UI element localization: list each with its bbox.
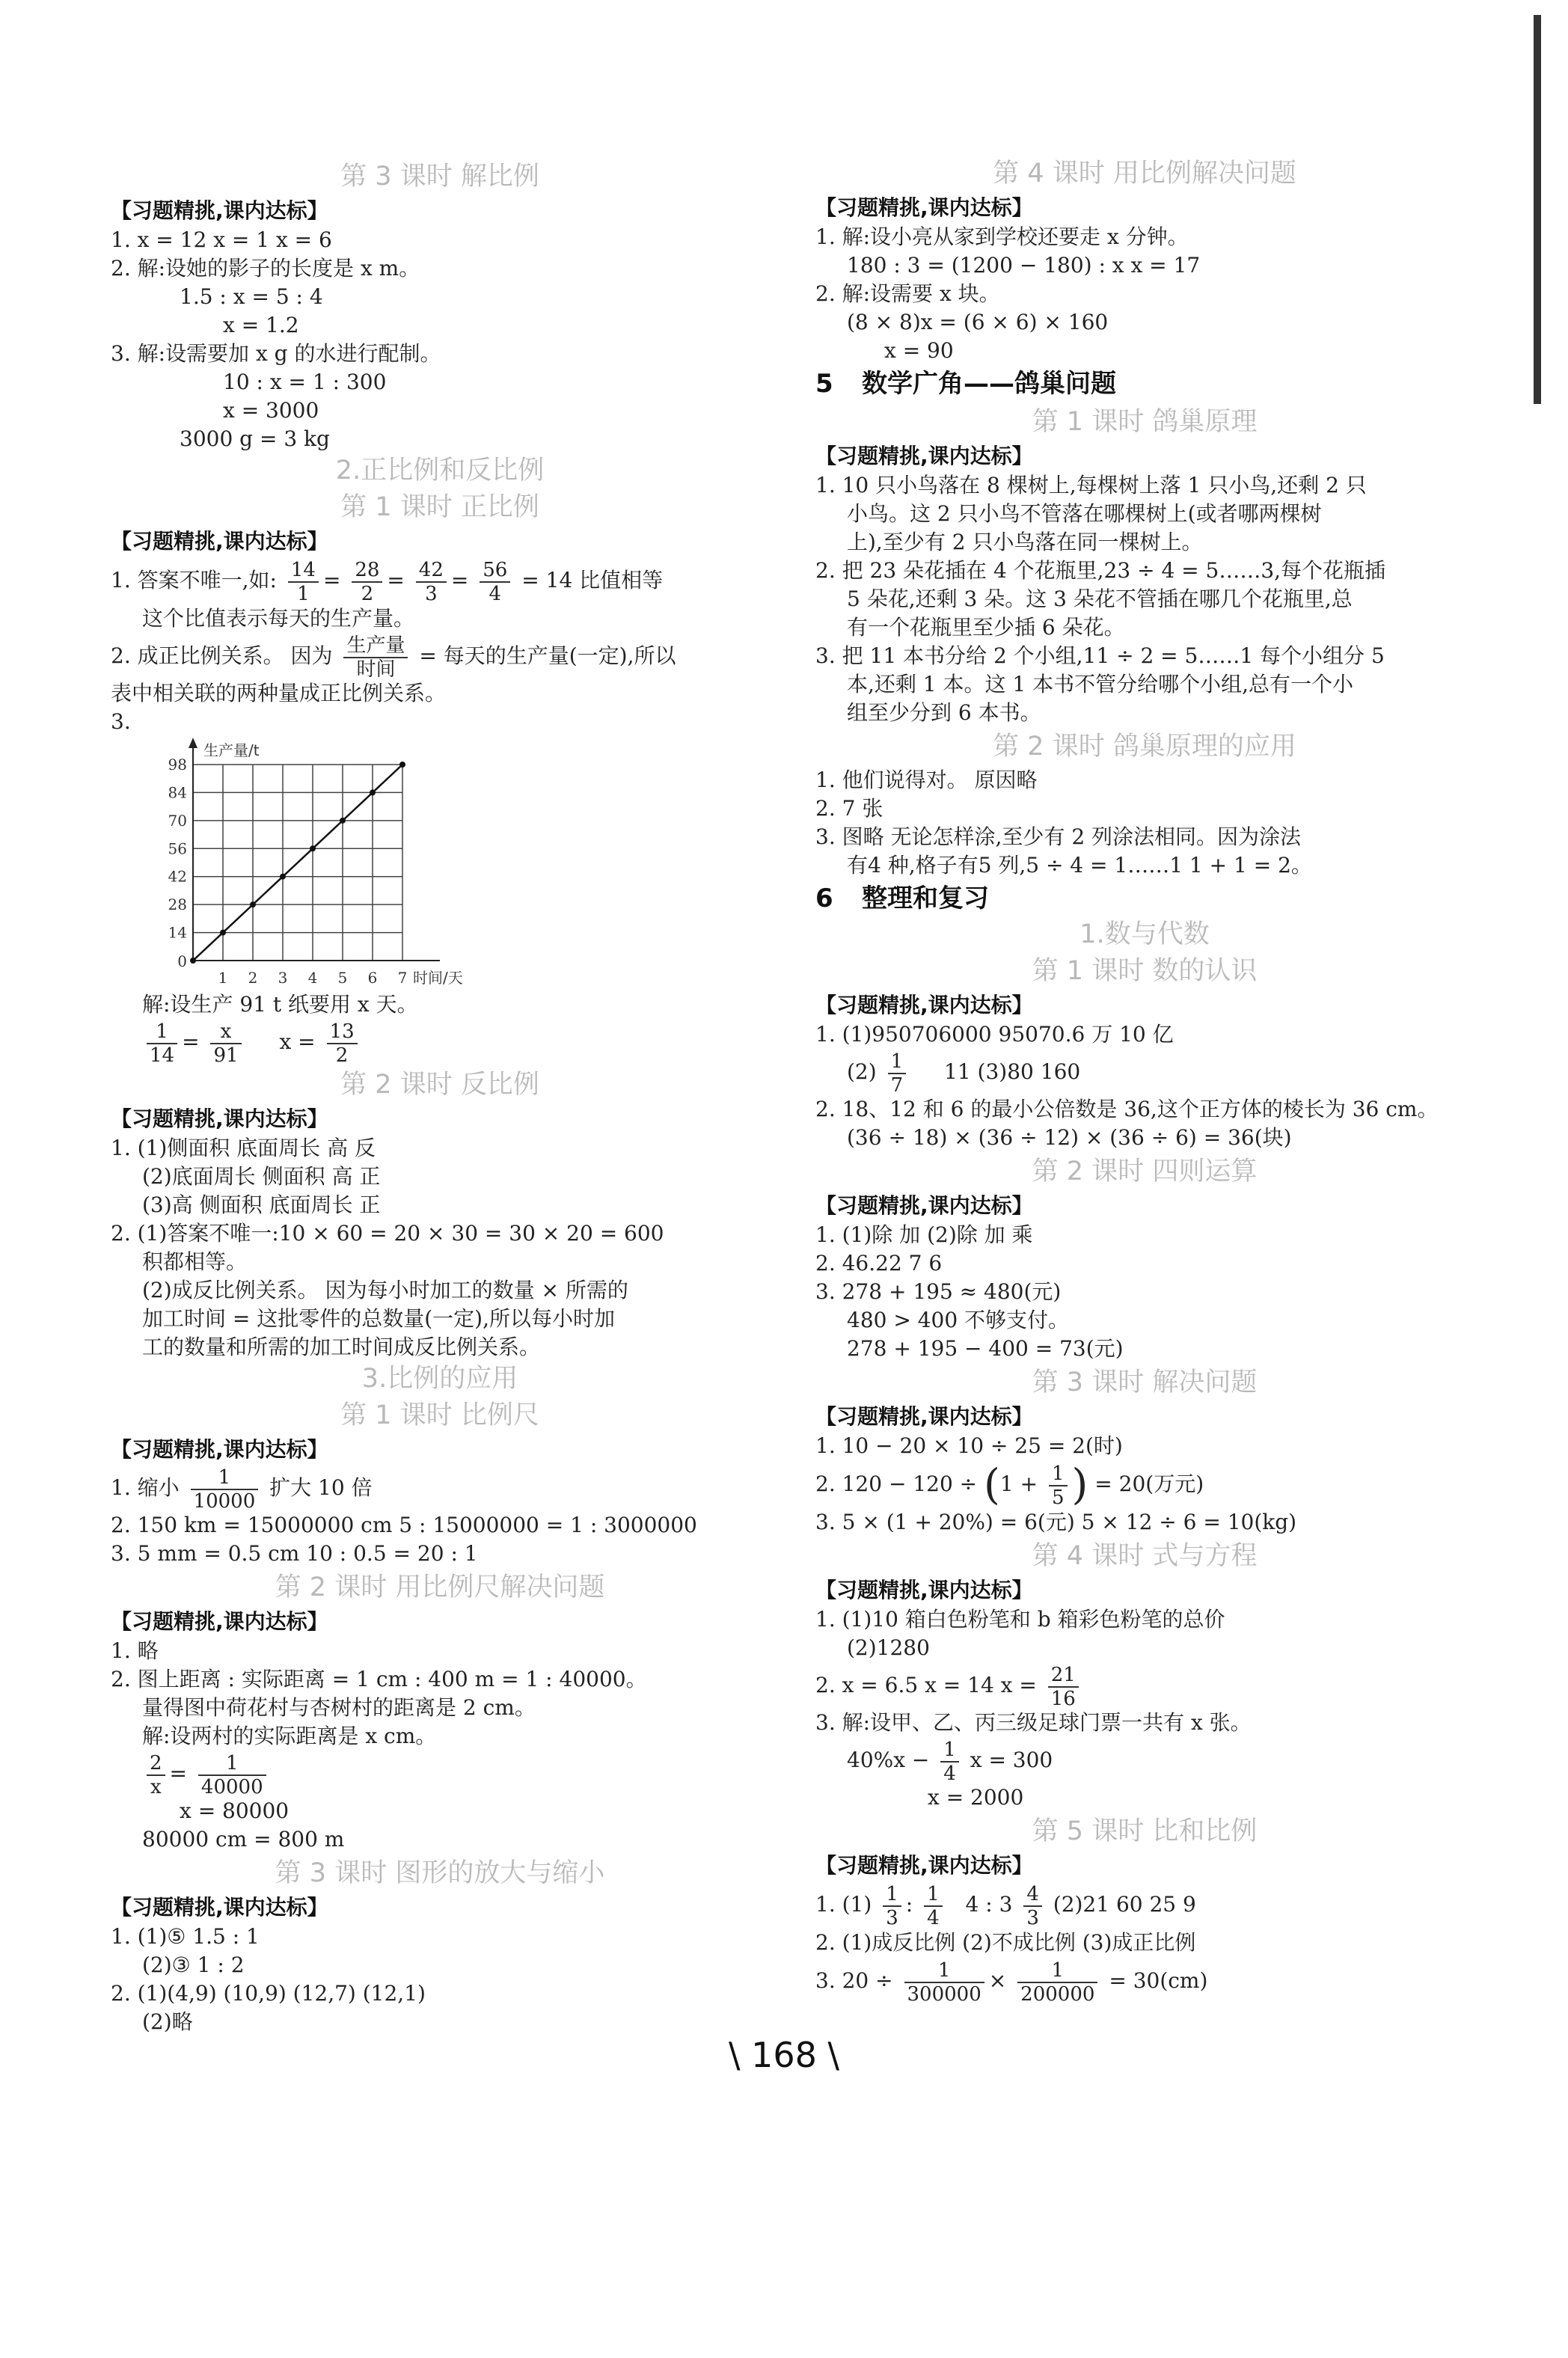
fraction: $\frac{1}{10000}$ [191, 1466, 259, 1513]
exercise-tag: 【习题精挑,课内达标】 [815, 1853, 1033, 1878]
data-point [399, 762, 405, 768]
answer-line: 本,还剩 1 本。这 1 本书不管分给哪个小组,总有一个小 [847, 672, 1354, 696]
answer-line: 2. 图上距离 : 实际距离 = 1 cm : 400 m = 1 : 40000。 [111, 1667, 647, 1691]
answer-line: 2. 解:设她的影子的长度是 x m。 [111, 256, 420, 281]
fraction: $\frac{\text{生产量}}{\text{时间}}$ [343, 634, 408, 681]
answer-line: 2. 解:设需要 x 块。 [815, 281, 1000, 306]
answer-line: 2. 150 km = 15000000 cm 5 : 15000000 = 1 : 3000000 [111, 1513, 697, 1537]
fraction: $\frac{28}{2}$ [352, 559, 382, 605]
answer-line: $\frac{1}{14}$ = $\frac{x}{91}$ x = $\frac{13}{2}$ [111, 1019, 769, 1065]
answer-line: 2. (1)(4,9) (10,9) (12,7) (12,1) [111, 1981, 426, 2006]
answer-line: 1. (1)侧面积 底面周长 高 反 [111, 1136, 376, 1160]
data-point [310, 845, 316, 851]
answer-text: (2)21 60 25 9 [1053, 1892, 1196, 1917]
chapter-heading: 6 整理和复习 [815, 884, 989, 913]
x-tick-label: 6 [367, 969, 378, 987]
fraction: $\frac{1}{4}$ [924, 1883, 943, 1929]
y-tick-label: 42 [168, 867, 187, 886]
answer-line: 3. 解:设甲、乙、丙三级足球门票一共有 x 张。 [815, 1710, 1252, 1735]
answer-text: 3. 20 ÷ [815, 1968, 893, 1993]
answer-line: 1. (1)950706000 95070.6 万 10 亿 [815, 1022, 1174, 1047]
answer-line: 278 + 195 − 400 = 73(元) [847, 1336, 1124, 1361]
lesson-title: 第 2 课时 鸽巢原理的应用 [993, 732, 1296, 762]
data-point [250, 901, 256, 907]
y-tick-label: 84 [168, 783, 187, 802]
answer-line: (2)③ 1 : 2 [142, 1953, 245, 1977]
lesson-title: 第 1 课时 鸽巢原理 [1032, 407, 1258, 437]
answer-line: 量得图中荷花村与杏树村的距离是 2 cm。 [142, 1695, 536, 1720]
answer-line: 有4 种,格子有5 列,5 ÷ 4 = 1……1 1 + 1 = 2。 [847, 853, 1312, 878]
page-edge-bar [1534, 15, 1541, 404]
y-tick-label: 14 [168, 923, 187, 942]
answer-line: 组至少分到 6 本书。 [847, 700, 1041, 725]
answer-line: 有一个花瓶里至少插 6 朵花。 [847, 615, 1125, 640]
answer-line: (2)1280 [847, 1635, 930, 1660]
fraction: $\frac{2}{x}$ [147, 1752, 165, 1798]
unit-title: 1.数与代数 [1079, 919, 1210, 949]
answer-text: 2. 成正比例关系。 因为 [111, 643, 333, 668]
answer-line: 1. (1)除 加 (2)除 加 乘 [815, 1222, 1033, 1247]
lesson-title: 第 1 课时 数的认识 [1032, 956, 1258, 986]
answer-line: 上),至少有 2 只小鸟落在同一棵树上。 [847, 530, 1203, 554]
exercise-tag: 【习题精挑,课内达标】 [815, 1404, 1033, 1429]
x-tick-label: 4 [307, 969, 318, 987]
y-axis-label: 生产量/t [203, 741, 260, 759]
x-tick-label: 7 [397, 969, 408, 987]
answer-line: (2)略 [142, 2009, 193, 2034]
y-tick-label: 98 [168, 756, 187, 774]
answer-line: 1.5 : x = 5 : 4 [180, 284, 323, 309]
answer-line: 2. 120 − 120 ÷ (1 + $\frac{1}{5}$ ) = 20(万元) [815, 1460, 1204, 1510]
chart-svg [142, 736, 471, 990]
answer-text: 40%x − [847, 1748, 930, 1772]
answer-line: 2. 46.22 7 6 [815, 1251, 943, 1276]
answer-line: 2. 把 23 朵花插在 4 个花瓶里,23 ÷ 4 = 5……3,每个花瓶插 [815, 558, 1386, 583]
fraction: $\frac{21}{16}$ [1048, 1664, 1079, 1710]
unit-title: 2.正比例和反比例 [335, 456, 545, 486]
answer-text: 1 + [999, 1472, 1038, 1496]
answer-text: 1. 缩小 [111, 1475, 180, 1500]
exercise-tag: 【习题精挑,课内达标】 [815, 993, 1033, 1017]
x-tick-label: 3 [278, 969, 288, 987]
answer-line: 1. 答案不唯一,如: $\frac{14}{1}$ = $\frac{28}{2}$ = $\frac{42}{3}$ = $\frac{56}{4}$ = 14 比值相等 [111, 558, 664, 605]
answer-text: 扩大 10 倍 [269, 1475, 373, 1500]
lesson-title: 第 4 课时 式与方程 [1032, 1541, 1258, 1571]
lesson-title: 第 3 课时 解比例 [340, 162, 539, 192]
answer-line: 1. 10 − 20 × 10 ÷ 25 = 2(时) [815, 1433, 1123, 1458]
answer-line: (2)成反比例关系。 因为每小时加工的数量 × 所需的 [142, 1278, 628, 1302]
answer-line: 5 朵花,还剩 3 朵。这 3 朵花不管插在哪几个花瓶里,总 [847, 587, 1353, 611]
answer-line [815, 1662, 1474, 1709]
page-number: \ 168 \ [728, 2035, 840, 2075]
answer-line: 积都相等。 [142, 1249, 248, 1274]
lesson-title: 第 3 课时 解决问题 [1032, 1368, 1258, 1397]
answer-text: 2. 120 − 120 ÷ [815, 1472, 978, 1496]
fraction: $\frac{1}{200000}$ [1017, 1959, 1097, 2006]
answer-line: 3. 278 + 195 ≈ 480(元) [815, 1279, 1062, 1304]
answer-line: 1. 略 [111, 1638, 159, 1663]
x-tick-label: 0 [177, 952, 187, 970]
exercise-tag: 【习题精挑,课内达标】 [815, 1193, 1033, 1218]
fraction: $\frac{13}{2}$ [327, 1020, 358, 1067]
fraction: $\frac{42}{3}$ [416, 559, 447, 605]
fraction: $\frac{56}{4}$ [480, 559, 510, 605]
answer-text: = 20(万元) [1094, 1472, 1204, 1496]
lesson-title: 第 1 课时 比例尺 [340, 1400, 539, 1430]
answer-line: x = 3000 [223, 398, 319, 423]
chapter-heading: 5 数学广角——鸽巢问题 [815, 369, 1116, 399]
answer-text: 1. (1) [815, 1892, 872, 1917]
exercise-tag: 【习题精挑,课内达标】 [111, 1106, 328, 1131]
exercise-tag: 【习题精挑,课内达标】 [111, 1609, 328, 1634]
answer-line: 80000 cm = 800 m [142, 1827, 345, 1852]
x-axis-label: 时间/天 [413, 969, 463, 987]
lesson-title: 第 5 课时 比和比例 [1032, 1816, 1258, 1846]
fraction: $\frac{1}{7}$ [888, 1050, 907, 1097]
answer-line: 加工时间 = 这批零件的总数量(一定),所以每小时加 [142, 1306, 616, 1331]
left-column [111, 157, 769, 2036]
answer-text: = 14 比值相等 [521, 568, 664, 592]
data-point [370, 789, 376, 795]
answer-line: 2. (1)答案不唯一:10 × 60 = 20 × 30 = 30 × 20 = 600 [111, 1221, 664, 1246]
answer-line: 2. (1)成反比例 (2)不成比例 (3)成正比例 [815, 1930, 1196, 1955]
answer-line [815, 1737, 1474, 1783]
answer-line: x = 80000 [180, 1798, 290, 1823]
answer-text: x = 300 [970, 1748, 1053, 1772]
answer-line: x = 2000 [928, 1785, 1024, 1810]
answer-line: 3. 解:设需要加 x g 的水进行配制。 [111, 341, 441, 366]
answer-line [815, 1049, 1474, 1095]
exercise-tag: 【习题精挑,课内达标】 [815, 444, 1033, 468]
x-tick-label: 5 [337, 969, 348, 987]
answer-line: 这个比值表示每天的生产量。 [142, 606, 415, 631]
exercise-tag: 【习题精挑,课内达标】 [111, 198, 328, 223]
answer-line: 2. 7 张 [815, 796, 883, 821]
y-tick-label: 28 [168, 895, 187, 914]
answer-line: 1. (1) $\frac{1}{3}$ : $\frac{1}{4}$ 4 : 3 $\frac{4}{3}$ (2)21 60 25 9 [815, 1882, 1196, 1929]
lesson-title: 第 2 课时 四则运算 [1032, 1157, 1258, 1186]
lesson-title: 第 4 课时 用比例解决问题 [993, 159, 1296, 189]
answer-line: 小鸟。这 2 只小鸟不管落在哪棵树上(或者哪两棵树 [847, 501, 1322, 526]
answer-text: (2) [847, 1059, 877, 1084]
lesson-title: 第 2 课时 反比例 [340, 1070, 539, 1100]
exercise-tag: 【习题精挑,课内达标】 [111, 1895, 328, 1920]
answer-text: 1. 答案不唯一,如: [111, 568, 277, 592]
fraction: $\frac{14}{1}$ [288, 559, 319, 605]
answer-line: (36 ÷ 18) × (36 ÷ 12) × (36 ÷ 6) = 36(块) [847, 1125, 1292, 1150]
y-tick-label: 70 [168, 811, 187, 830]
answer-line: 1. (1)10 箱白色粉笔和 b 箱彩色粉笔的总价 [815, 1607, 1225, 1632]
answer-line: 1. (1)⑤ 1.5 : 1 [111, 1924, 260, 1949]
answer-line: x = 1.2 [223, 313, 299, 337]
exercise-tag: 【习题精挑,课内达标】 [815, 195, 1033, 220]
answer-line: 1. 解:设小亮从家到学校还要走 x 分钟。 [815, 224, 1189, 249]
answer-text: 2. x = 6.5 x = 14 x = [815, 1673, 1037, 1697]
answer-line [111, 1465, 769, 1511]
answer-line: 1. 10 只小鸟落在 8 棵树上,每棵树上落 1 只小鸟,还剩 2 只 [815, 473, 1367, 497]
fraction: $\frac{1}{40000}$ [198, 1752, 266, 1798]
fraction: $\frac{4}{3}$ [1023, 1883, 1042, 1929]
answer-line: 3000 g = 3 kg [180, 426, 330, 451]
data-point [190, 958, 196, 964]
answer-line: (3)高 侧面积 底面周长 正 [142, 1192, 381, 1217]
answer-line: 3. 20 ÷ $\frac{1}{300000}$ × $\frac{1}{200000}$ = 30(cm) [815, 1959, 1208, 2006]
answer-line: 3. 把 11 本书分给 2 个小组,11 ÷ 2 = 5……1 每个小组分 5 [815, 643, 1385, 668]
lesson-title: 第 3 课时 图形的放大与缩小 [275, 1858, 605, 1888]
fraction: $\frac{1}{300000}$ [904, 1959, 984, 2006]
answer-line: x = 90 [884, 338, 954, 363]
answer-line [111, 633, 769, 679]
exercise-tag: 【习题精挑,课内达标】 [815, 1578, 1033, 1602]
right-column [815, 154, 1474, 2005]
answer-line: 2. 18、12 和 6 的最小公倍数是 36,这个正方体的棱长为 36 cm。 [815, 1097, 1439, 1121]
answer-line: 1. x = 12 x = 1 x = 6 [111, 227, 332, 252]
answer-line: $\frac{2}{x}$ = $\frac{1}{40000}$ [111, 1751, 769, 1797]
answer-line: 1. 他们说得对。 原因略 [815, 768, 1038, 792]
lesson-title: 第 2 课时 用比例尺解决问题 [275, 1572, 605, 1602]
answer-line: (2)底面周长 侧面积 高 正 [142, 1164, 381, 1189]
answer-line: 3. 5 mm = 0.5 cm 10 : 0.5 = 20 : 1 [111, 1541, 478, 1566]
data-point [340, 818, 346, 824]
production-line-chart [142, 736, 769, 990]
x-tick-label: 1 [218, 969, 228, 987]
unit-title: 3.比例的应用 [361, 1364, 518, 1394]
y-axis-arrow [189, 738, 197, 748]
answer-line: 工的数量和所需的加工时间成反比例关系。 [142, 1335, 541, 1359]
answer-text: = 30(cm) [1109, 1968, 1208, 1993]
lesson-title: 第 1 课时 正比例 [340, 492, 539, 522]
answer-line: 3. 图略 无论怎样涂,至少有 2 列涂法相同。因为涂法 [815, 824, 1302, 849]
fraction: $\frac{x}{91}$ [210, 1020, 241, 1067]
exercise-tag: 【习题精挑,课内达标】 [111, 1437, 328, 1462]
fraction: $\frac{1}{4}$ [940, 1739, 959, 1785]
answer-line: 解:设生产 91 t 纸要用 x 天。 [142, 992, 418, 1017]
answer-text: = 每天的生产量(一定),所以 [419, 643, 676, 668]
data-point [220, 930, 226, 936]
answer-line: 3. 5 × (1 + 20%) = 6(元) 5 × 12 ÷ 6 = 10(kg) [815, 1510, 1297, 1534]
data-point [280, 874, 286, 880]
answer-line: 表中相关联的两种量成正比例关系。 [111, 681, 447, 705]
y-tick-label: 56 [168, 839, 187, 858]
answer-text: 11 (3)80 160 [944, 1059, 1081, 1084]
answer-text: 4 : 3 [965, 1892, 1013, 1917]
answer-line: 10 : x = 1 : 300 [223, 370, 387, 394]
answer-line: (8 × 8)x = (6 × 6) × 160 [847, 310, 1109, 334]
fraction: $\frac{1}{14}$ [147, 1020, 177, 1067]
answer-line: 3. [111, 709, 131, 734]
exercise-tag: 【习题精挑,课内达标】 [111, 529, 328, 554]
answer-line: 180 : 3 = (1200 − 180) : x x = 17 [847, 253, 1201, 278]
answer-line: 480 > 400 不够支付。 [847, 1308, 1070, 1332]
fraction: $\frac{1}{3}$ [883, 1883, 901, 1929]
fraction: $\frac{1}{5}$ [1049, 1463, 1068, 1509]
answer-line: 解:设两村的实际距离是 x cm。 [142, 1724, 437, 1748]
x-tick-label: 2 [248, 969, 258, 987]
